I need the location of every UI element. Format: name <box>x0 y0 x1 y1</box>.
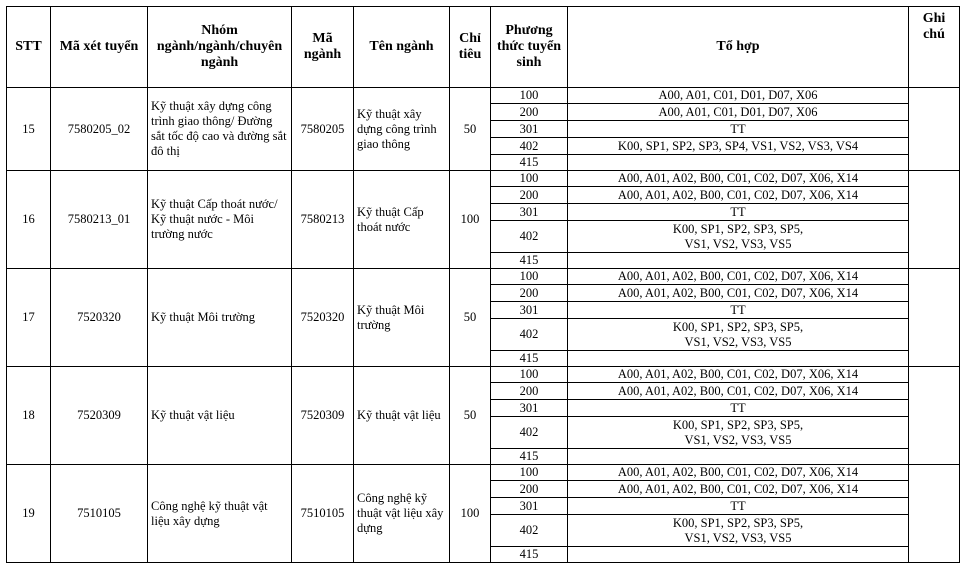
chi-tieu-cell: 100 <box>450 465 491 563</box>
nhom-nganh-cell: Công nghệ kỹ thuật vật liệu xây dựng <box>148 465 292 563</box>
combo-cell: A00, A01, A02, B00, C01, C02, D07, X06, X14 <box>568 367 909 383</box>
combo-cell: TT <box>568 204 909 221</box>
header-stt: STT <box>7 7 51 88</box>
ten-nganh-cell: Kỹ thuật xây dựng công trình giao thông <box>354 88 450 171</box>
ghi-chu-cell <box>909 367 960 465</box>
method-code-cell: 402 <box>491 221 568 253</box>
combo-line-1: K00, SP1, SP2, SP3, SP5, <box>672 221 804 236</box>
combo-cell <box>568 449 909 465</box>
chi-tieu-cell: 50 <box>450 367 491 465</box>
combo-line-2: VS1, VS2, VS3, VS5 <box>684 334 792 349</box>
method-code-cell: 100 <box>491 367 568 383</box>
combo-cell: A00, A01, A02, B00, C01, C02, D07, X06, X14 <box>568 285 909 302</box>
combo-cell <box>568 547 909 563</box>
header-ma-nganh: Mã ngành <box>292 7 354 88</box>
nhom-nganh-cell: Kỹ thuật Cấp thoát nước/ Kỹ thuật nước - Môi trường nước <box>148 171 292 269</box>
combo-cell: A00, A01, A02, B00, C01, C02, D07, X06, X14 <box>568 187 909 204</box>
method-code-cell: 402 <box>491 417 568 449</box>
ma-xet-tuyen-cell: 7510105 <box>51 465 148 563</box>
method-code-cell: 301 <box>491 498 568 515</box>
ten-nganh-cell: Kỹ thuật Môi trường <box>354 269 450 367</box>
method-code-cell: 402 <box>491 138 568 155</box>
ma-xet-tuyen-cell: 7580213_01 <box>51 171 148 269</box>
header-nhom-nganh: Nhóm ngành/ngành/chuyên ngành <box>148 7 292 88</box>
combo-line-1: K00, SP1, SP2, SP3, SP5, <box>672 515 804 530</box>
method-code-cell: 415 <box>491 155 568 171</box>
method-code-cell: 200 <box>491 285 568 302</box>
method-code-cell: 402 <box>491 515 568 547</box>
method-code-cell: 301 <box>491 400 568 417</box>
table-row <box>7 465 960 481</box>
header-phuong-thuc: Phương thức tuyển sinh <box>491 7 568 88</box>
combo-cell: K00, SP1, SP2, SP3, SP4, VS1, VS2, VS3, VS4 <box>568 138 909 155</box>
combo-cell: A00, A01, A02, B00, C01, C02, D07, X06, X14 <box>568 383 909 400</box>
nhom-nganh-cell: Kỹ thuật xây dựng công trình giao thông/ Đường sắt tốc độ cao và đường sắt đô thị <box>148 88 292 171</box>
ma-xet-tuyen-cell: 7520309 <box>51 367 148 465</box>
ma-nganh-cell: 7580213 <box>292 171 354 269</box>
combo-cell: A00, A01, C01, D01, D07, X06 <box>568 88 909 104</box>
combo-cell: TT <box>568 498 909 515</box>
combo-cell: A00, A01, C01, D01, D07, X06 <box>568 104 909 121</box>
ma-nganh-cell: 7520320 <box>292 269 354 367</box>
ma-xet-tuyen-cell: 7520320 <box>51 269 148 367</box>
ma-xet-tuyen-cell: 7580205_02 <box>51 88 148 171</box>
stt-cell: 19 <box>7 465 51 563</box>
ghi-chu-cell <box>909 465 960 563</box>
method-code-cell: 100 <box>491 465 568 481</box>
ma-nganh-cell: 7520309 <box>292 367 354 465</box>
ghi-chu-cell <box>909 171 960 269</box>
combo-cell: A00, A01, A02, B00, C01, C02, D07, X06, X14 <box>568 269 909 285</box>
combo-cell <box>568 319 909 351</box>
method-code-cell: 100 <box>491 269 568 285</box>
ma-nganh-cell: 7580205 <box>292 88 354 171</box>
ma-nganh-cell: 7510105 <box>292 465 354 563</box>
method-code-cell: 200 <box>491 187 568 204</box>
method-code-cell: 200 <box>491 383 568 400</box>
stt-cell: 16 <box>7 171 51 269</box>
table-row <box>7 171 960 187</box>
method-code-cell: 415 <box>491 449 568 465</box>
header-ma-xet-tuyen: Mã xét tuyển <box>51 7 148 88</box>
ghi-chu-cell <box>909 269 960 367</box>
combo-cell: TT <box>568 121 909 138</box>
combo-cell: A00, A01, A02, B00, C01, C02, D07, X06, X14 <box>568 171 909 187</box>
header-to-hop: Tổ hợp <box>568 7 909 88</box>
combo-line-2: VS1, VS2, VS3, VS5 <box>684 432 792 447</box>
table-row <box>7 367 960 383</box>
stt-cell: 17 <box>7 269 51 367</box>
chi-tieu-cell: 100 <box>450 171 491 269</box>
ghi-chu-cell <box>909 88 960 171</box>
combo-cell: TT <box>568 302 909 319</box>
combo-cell <box>568 351 909 367</box>
method-code-cell: 415 <box>491 253 568 269</box>
header-ten-nganh: Tên ngành <box>354 7 450 88</box>
method-code-cell: 100 <box>491 88 568 104</box>
admissions-table <box>6 6 960 563</box>
header-row <box>7 7 960 88</box>
ten-nganh-cell: Công nghệ kỹ thuật vật liệu xây dựng <box>354 465 450 563</box>
combo-cell: A00, A01, A02, B00, C01, C02, D07, X06, X14 <box>568 481 909 498</box>
header-chi-tieu: Chỉ tiêu <box>450 7 491 88</box>
ten-nganh-cell: Kỹ thuật Cấp thoát nước <box>354 171 450 269</box>
header-ghi-chu: Ghi chú <box>909 7 960 88</box>
chi-tieu-cell: 50 <box>450 269 491 367</box>
table-row <box>7 88 960 104</box>
chi-tieu-cell: 50 <box>450 88 491 171</box>
stt-cell: 15 <box>7 88 51 171</box>
method-code-cell: 301 <box>491 302 568 319</box>
ten-nganh-cell: Kỹ thuật vật liệu <box>354 367 450 465</box>
method-code-cell: 100 <box>491 171 568 187</box>
nhom-nganh-cell: Kỹ thuật Môi trường <box>148 269 292 367</box>
method-code-cell: 200 <box>491 481 568 498</box>
combo-cell: A00, A01, A02, B00, C01, C02, D07, X06, X14 <box>568 465 909 481</box>
method-code-cell: 415 <box>491 547 568 563</box>
combo-line-2: VS1, VS2, VS3, VS5 <box>684 236 792 251</box>
method-code-cell: 200 <box>491 104 568 121</box>
combo-cell <box>568 253 909 269</box>
combo-cell <box>568 221 909 253</box>
stt-cell: 18 <box>7 367 51 465</box>
combo-line-1: K00, SP1, SP2, SP3, SP5, <box>672 319 804 334</box>
combo-line-1: K00, SP1, SP2, SP3, SP5, <box>672 417 804 432</box>
table-body <box>7 88 960 563</box>
method-code-cell: 415 <box>491 351 568 367</box>
combo-line-2: VS1, VS2, VS3, VS5 <box>684 530 792 545</box>
method-code-cell: 301 <box>491 121 568 138</box>
method-code-cell: 402 <box>491 319 568 351</box>
method-code-cell: 301 <box>491 204 568 221</box>
combo-cell <box>568 417 909 449</box>
combo-cell <box>568 515 909 547</box>
combo-cell <box>568 155 909 171</box>
table-row <box>7 269 960 285</box>
combo-cell: TT <box>568 400 909 417</box>
nhom-nganh-cell: Kỹ thuật vật liệu <box>148 367 292 465</box>
